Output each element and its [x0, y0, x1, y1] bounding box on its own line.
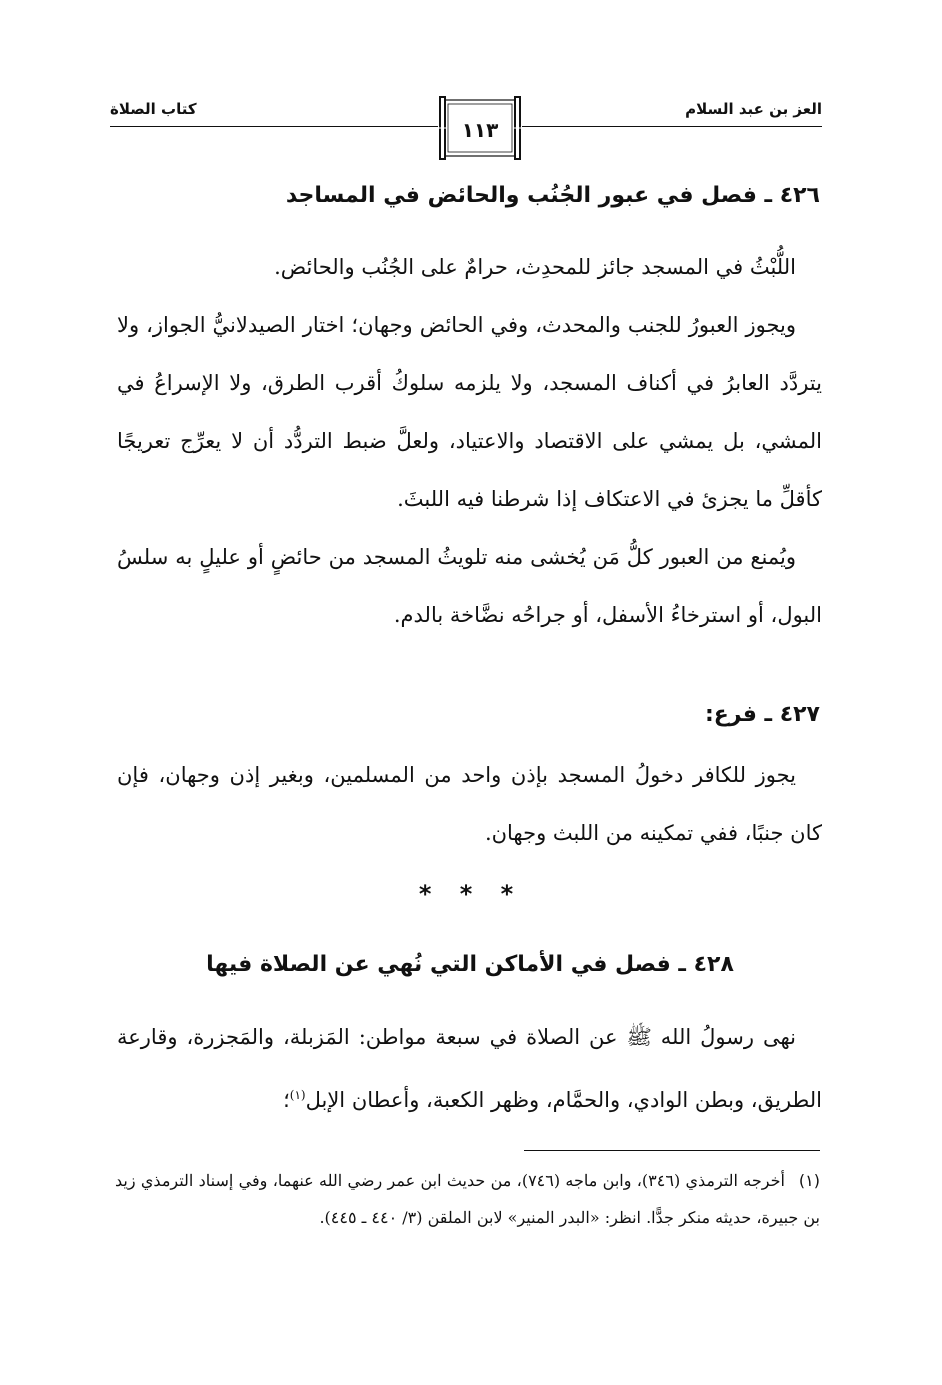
- page-number: ١١٣: [461, 118, 499, 142]
- footnote-reference[interactable]: (١): [289, 1088, 306, 1102]
- running-header: [110, 96, 822, 166]
- footnote-marker: (١): [798, 1171, 821, 1190]
- paragraph: اللُّبْثُ في المسجد جائز للمحدِث، حرامٌ على الجُنُب والحائض.: [274, 255, 796, 279]
- page-number-frame: [438, 96, 522, 160]
- section-heading-426: ٤٢٦ ـ فصل في عبور الجُنُب والحائض في المساجد: [285, 183, 820, 208]
- paragraph: يجوز للكافر دخولُ المسجد بإذن واحد من المسلمين، وبغير إذن وجهان، فإن كان جنبًا، ففي تمكينه من اللبث وجهان.: [117, 763, 822, 845]
- section-body-428: [117, 1008, 822, 1129]
- footnote-rule: [524, 1150, 820, 1151]
- paragraph-text: نهى رسولُ الله ﷺ عن الصلاة في سبعة مواطن: المَزبلة، والمَجزرة، وقارعة الطريق، وبطن الوادي، والحمَّام، وظهر الكعبة، وأعطان الإبل: [117, 1025, 822, 1112]
- footnote-text: أخرجه الترمذي (٣٤٦)، وابن ماجه (٧٤٦)، من حديث ابن عمر رضي الله عنهما، وفي إسناد الترمذي زيد بن جبيرة، حديثه منكر جدًّا. انظر: «البدر المنير» لابن الملقن (٣/ ٤٤٠ ـ ٤٤٥).: [115, 1171, 820, 1227]
- header-author: العز بن عبد السلام: [685, 100, 822, 118]
- paragraph-end: ؛: [283, 1088, 290, 1112]
- footnote-item: [115, 1162, 820, 1236]
- section-separator: * * *: [418, 880, 524, 908]
- paragraph: [117, 1008, 822, 1129]
- section-body-426: [117, 238, 822, 644]
- section-heading-428: ٤٢٨ ـ فصل في الأماكن التي نُهي عن الصلاة فيها: [206, 952, 734, 977]
- section-heading-427: ٤٢٧ ـ فرع:: [704, 702, 820, 727]
- section-body-427: [117, 746, 822, 862]
- header-book-title: كتاب الصلاة: [110, 100, 197, 118]
- paragraph: ويُمنع من العبور كلُّ مَن يُخشى منه تلويثُ المسجد من حائضٍ أو عليلٍ به سلسُ البول، أو استرخاءُ الأسفل، أو جراحُه نضَّاخة بالدم.: [117, 545, 822, 627]
- paragraph: ويجوز العبورُ للجنب والمحدث، وفي الحائض وجهان؛ اختار الصيدلانيُّ الجواز، ولا يتردَّد العابرُ في أكناف المسجد، ولا يلزمه سلوكُ أقرب الطرق، ولا الإسراعُ في المشي، بل يمشي على الاقتصاد والاعتياد، ولعلَّ ضبط التردُّد أن لا يعرِّج تعريجًا كأقلِّ ما يجزئ في الاعتكاف إذا شرطنا فيه اللبثَ.: [117, 313, 822, 511]
- footnotes: [115, 1162, 820, 1236]
